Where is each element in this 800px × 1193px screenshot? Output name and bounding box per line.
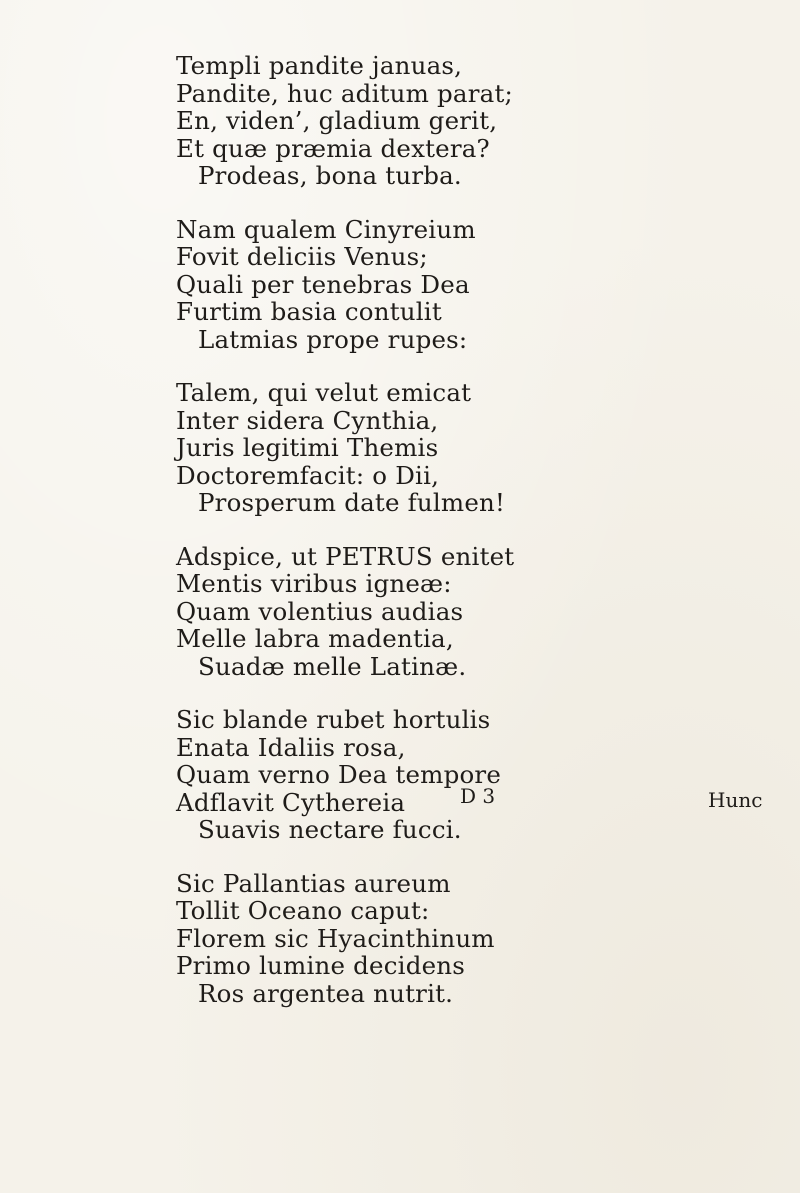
verse-line: Suadæ melle Latinæ.	[198, 651, 467, 681]
stanza	[176, 543, 656, 681]
stanza	[176, 706, 656, 844]
verse-line: Talem, qui velut emicat	[176, 378, 472, 407]
verse-line: Quam volentius audias	[176, 596, 464, 626]
verse-line: Enata Idaliis rosa,	[176, 732, 406, 762]
verse-line: Suavis nectare fucci.	[198, 815, 462, 844]
verse-line: Tollit Oceano caput:	[176, 896, 430, 925]
verse-line: Juris legitimi Themis	[176, 433, 439, 462]
stanza	[176, 52, 656, 190]
verse-line: Latmias prope rupes:	[198, 324, 468, 354]
verse-line: Melle labra madentia,	[176, 624, 454, 653]
stanza	[176, 870, 656, 1008]
verse-line: Adspice, ut PETRUS enitet	[176, 541, 515, 571]
page-footer	[0, 784, 800, 814]
verse-line: Mentis viribus igneæ:	[176, 569, 452, 598]
verse-line: Inter sidera Cynthia,	[176, 405, 439, 435]
verse-line: Primo lumine decidens	[176, 951, 466, 980]
catchword: Hunc	[708, 788, 763, 812]
verse-line: Prosperum date fulmen!	[198, 488, 506, 517]
verse-line: Prodeas, bona turba.	[198, 161, 462, 190]
verse-line: Ros argentea nutrit.	[198, 978, 454, 1008]
signature-mark: D 3	[460, 784, 496, 808]
verse-line: Furtim basia contulit	[176, 297, 442, 326]
verse-line: Quam verno Dea tempore	[176, 760, 502, 789]
stanza	[176, 379, 656, 517]
verse-line: Florem sic Hyacinthinum	[176, 923, 495, 953]
verse-line: Templi pandite januas,	[176, 51, 463, 80]
verse-line: Quali per tenebras Dea	[176, 269, 470, 299]
verse-line: Sic Pallantias aureum	[176, 868, 451, 898]
verse-line: Fovit deliciis Venus;	[176, 242, 428, 271]
verse-line: Nam qualem Cinyreium	[176, 214, 476, 244]
verse-line: En, viden’, gladium gerit,	[176, 106, 498, 135]
verse-line: Sic blande rubet hortulis	[176, 705, 491, 734]
verse-line: Doctoremfacit: o Dii,	[176, 460, 440, 490]
verse-line: Pandite, huc aditum parat;	[176, 78, 513, 108]
verse-line: Adflavit Cythereia	[176, 787, 406, 817]
stanza	[176, 216, 656, 354]
verse-line: Et quæ præmia dextera?	[176, 133, 490, 163]
poem	[176, 52, 656, 1033]
